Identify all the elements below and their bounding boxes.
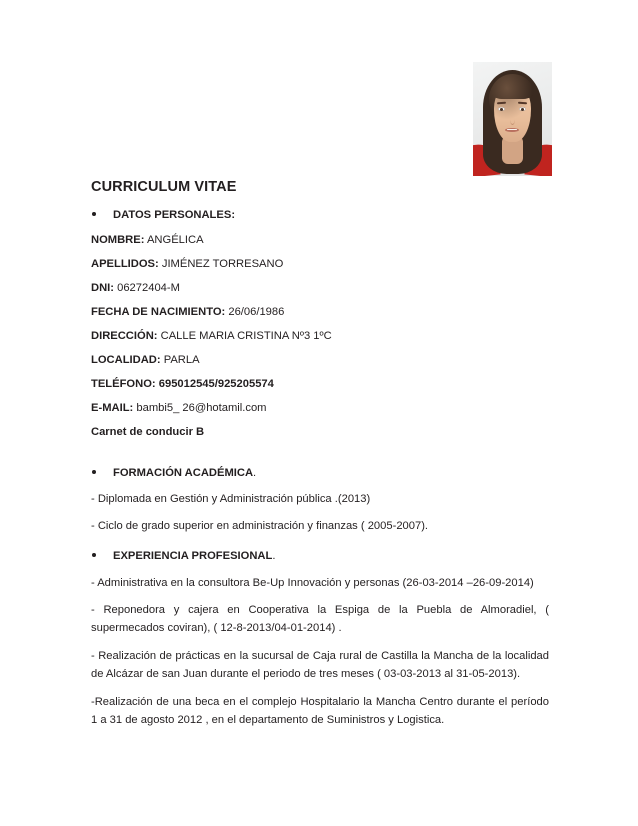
field-dni <box>91 281 549 296</box>
education-item: - Ciclo de grado superior en administración y finanzas ( 2005-2007). <box>91 520 429 533</box>
field-value: CALLE MARIA CRISTINA Nº3 1ºC <box>160 329 332 342</box>
field-label: FECHA DE NACIMIENTO: <box>91 305 226 318</box>
field-apellidos <box>91 257 549 272</box>
section-heading-datos-personales <box>91 208 549 223</box>
experience-item: - Reponedora y cajera en Cooperativa la Espiga de la Puebla de Almoradiel, ( supermecados coviran), ( 12-8-2013/04-01-2014) . <box>91 604 549 635</box>
photo-nose <box>510 114 515 125</box>
experience-item: -Realización de una beca en el complejo Hospitalario la Mancha Centro durante el período 1 a 31 de agosto 2012 , en el departamento de Suministros y Logistica. <box>91 695 549 726</box>
education-item: - Diplomada en Gestión y Administración pública .(2013) <box>91 492 371 505</box>
section-heading-trail: . <box>253 466 257 479</box>
section-heading-formacion-academica <box>91 466 549 481</box>
field-value: PARLA <box>163 353 200 366</box>
bullet-icon <box>92 553 96 557</box>
field-value: JIMÉNEZ TORRESANO <box>161 257 284 270</box>
field-label: DNI: <box>91 281 114 294</box>
field-value: 26/06/1986 <box>228 305 285 318</box>
field-label: NOMBRE: <box>91 233 145 246</box>
field-localidad <box>91 353 549 368</box>
section-heading-label: DATOS PERSONALES: <box>113 209 236 222</box>
experience-item: - Realización de prácticas en la sucursal de Caja rural de Castilla la Mancha de la localidad de Alcázar de san Juan durante el periodo de tres meses ( 03-03-2013 al 31-05-2013). <box>91 649 549 681</box>
field-label: TELÉFONO: <box>91 377 156 390</box>
bullet-icon <box>92 470 96 474</box>
section-heading-label: EXPERIENCIA PROFESIONAL <box>113 550 273 563</box>
field-fecha-de-nacimiento <box>91 305 549 320</box>
field-value: bambi5_ 26@hotamil.com <box>136 401 267 414</box>
field-direccion <box>91 329 549 344</box>
experience-item: - Administrativa en la consultora Be-Up Innovación y personas (26-03-2014 –26-09-2014) <box>91 576 534 589</box>
field-label: DIRECCIÓN: <box>91 329 158 342</box>
field-nombre <box>91 233 549 248</box>
field-carnet-de-conducir: Carnet de conducir B <box>91 426 205 438</box>
field-value: 06272404-M <box>117 281 180 294</box>
page-title: CURRICULUM VITAE <box>91 179 237 195</box>
field-telefono <box>91 377 549 392</box>
field-email <box>91 401 549 416</box>
field-value: 695012545/925205574 <box>158 377 274 390</box>
bullet-icon <box>92 212 96 216</box>
field-label: LOCALIDAD: <box>91 353 161 366</box>
section-heading-label: FORMACIÓN ACADÉMICA <box>113 466 254 479</box>
section-heading-experiencia-profesional <box>91 549 549 564</box>
document-body <box>91 179 549 739</box>
portrait-photo <box>473 62 552 176</box>
field-label: E-MAIL: <box>91 401 134 414</box>
field-label: APELLIDOS: <box>91 257 159 270</box>
section-heading-trail: . <box>272 550 276 563</box>
field-value: ANGÉLICA <box>146 233 204 246</box>
